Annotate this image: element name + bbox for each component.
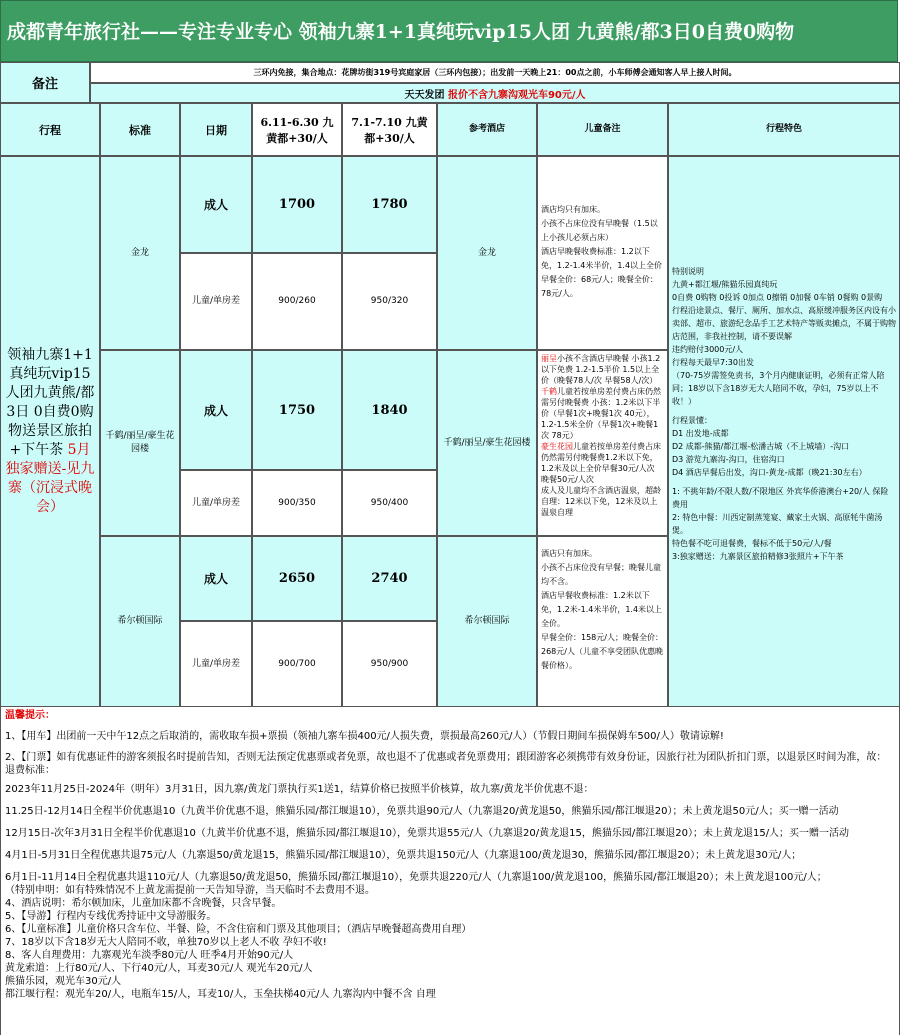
note-hotel-tag: 千鹤 — [541, 387, 557, 396]
tip-line: 7、18岁以下含18岁无大人陪同不收，单独70岁以上老人不收 孕妇不收! — [5, 937, 327, 948]
child-note-jinlong — [537, 156, 668, 350]
hotel-jinlong: 金龙 — [437, 156, 537, 350]
tip-line: （特别申明：如有特殊情况不上黄龙需提前一天告知导游，当天临时不去费用不退。 — [5, 885, 375, 896]
itinerary-name — [0, 156, 100, 707]
price-exclusion-note: 报价不含九寨沟观光车90元/人 — [447, 89, 586, 101]
remark-info: 三环内免接，集合地点：花牌坊街319号宾庭家居（三环内包接）；出发前一天晚上21：00点之前，小车师傅会通知客人早上接人时间。 — [90, 62, 900, 83]
tip-line: 熊猫乐园，观光车30元/人 — [5, 976, 122, 987]
tips-title: 温馨提示： — [5, 710, 55, 721]
remark-daily — [90, 83, 900, 103]
feature-line: 特色餐不吃可退餐费，餐标不低于50元/人/餐 — [672, 539, 832, 548]
hotel-qianhe: 千鹤/丽呈/豪生花园楼 — [437, 350, 537, 536]
child-price-p1: 900/260 — [252, 253, 342, 350]
feature-line: D2 成都-熊猫/都江堰-松潘古城（不上城墙）-沟口 — [672, 442, 850, 451]
child-price-p1: 900/700 — [252, 621, 342, 707]
itinerary-name-main: 领袖九寨1+1真纯玩vip15人团九黄熊/都3日 0自费0购物送景区旅拍+下午茶 — [5, 347, 95, 458]
child-label: 儿童/单房差 — [180, 470, 252, 536]
tip-line: 1、【用车】出团前一天中午12点之后取消的，需收取车损+票损（领袖九寨车损400元/人损失费，票损最高260元/人）（节假日期间车损保姆车500/人）敬请谅解! — [5, 731, 724, 742]
note-hotel-tag: 豪生花园 — [541, 442, 573, 451]
tip-line: 6月1日-11月14日全程优惠共退110元/人（九寨退50/黄龙退50，熊猫乐园/都江堰退10），免票共退220元/人（九寨退100/黄龙退100，熊猫乐园/都江堰退20）；未上黄龙退100元/人； — [5, 872, 827, 883]
tip-line: 2、【门票】如有优惠证件的游客须报名时提前告知，否则无法预定优惠票或者免票，故也退不了优惠或者免票费用；跟团游客必须携带有效身份证，因旅行社为团队折扣门票，以退景区时间为准，故： — [5, 752, 887, 763]
feature-line: 行程景懂： — [672, 416, 712, 425]
feature-line: 九黄+都江堰/熊猫乐园真纯玩 — [672, 280, 778, 289]
child-note-hilton — [537, 536, 668, 707]
note-line: 早餐全价：68元/人；晚餐全价：78元/人。 — [541, 275, 658, 298]
feature-line: 行程沿途景点、餐厅、厕所、加水点、高原缓冲服务区内设有小卖部、超市、旅游纪念品手工艺术特产等贩卖摊点，不属于购物店范围，非我社控制，请不要误解 — [672, 306, 896, 341]
tip-line: 8、客人自理费用：九寨观光车淡季80元/人 旺季4月开始90元/人 — [5, 950, 294, 961]
adult-label: 成人 — [180, 536, 252, 621]
note-line: 早餐全价：158元/人；晚餐全价：268元/人（儿童不享受团队优惠晚餐价格）。 — [541, 633, 663, 670]
feature-line: D4 酒店早餐后出发，沟口-黄龙-成都（晚21:30左右） — [672, 468, 867, 477]
feature-line: D3 游览九寨沟-沟口，住宿沟口 — [672, 455, 785, 464]
itinerary-bonus: 5月独家赠送-见九寨（沉浸式晚会） — [5, 442, 95, 515]
tips-section — [0, 707, 900, 1035]
hotel-hilton: 希尔顿国际 — [437, 536, 537, 707]
header-features: 行程特色 — [668, 103, 900, 156]
tip-line: 5、【导游】行程内专线优秀持证中文导游服务。 — [5, 911, 217, 922]
standard-hilton: 希尔顿国际 — [100, 536, 180, 707]
header-period-2: 7.1-7.10 九黄都+30/人 — [342, 103, 437, 156]
adult-price-p1: 1700 — [252, 156, 342, 253]
tip-line: 11.25日-12月14日全程半价优惠退10（九黄半价优惠不退，熊猫乐园/都江堰退10），免票共退90元/人（九寨退20/黄龙退50，熊猫乐园/都江堰退20）；未上黄龙退50元/人；买一赠一活动 — [5, 806, 839, 817]
child-price-p1: 900/350 — [252, 470, 342, 536]
daily-departure: 天天发团 — [404, 89, 445, 101]
adult-price-p2: 2740 — [342, 536, 437, 621]
header-hotel: 参考酒店 — [437, 103, 537, 156]
standard-qianhe: 千鹤/丽呈/豪生花园楼 — [100, 350, 180, 536]
header-child-note: 儿童备注 — [537, 103, 668, 156]
header-itinerary: 行程 — [0, 103, 100, 156]
adult-price-p2: 1780 — [342, 156, 437, 253]
feature-line: 3:独家赠送：九寨景区旅拍精修3张照片+下午茶 — [672, 552, 844, 561]
adult-price-p1: 2650 — [252, 536, 342, 621]
itinerary-features — [668, 156, 900, 707]
child-label: 儿童/单房差 — [180, 621, 252, 707]
header-date: 日期 — [180, 103, 252, 156]
standard-jinlong: 金龙 — [100, 156, 180, 350]
note-line: 酒店均只有加床。 — [541, 205, 605, 214]
tip-line: 4、酒店说明：希尔顿加床，儿童加床都不含晚餐，只含早餐。 — [5, 898, 282, 909]
feature-line: （70-75岁需签免责书，3个月内健康证明，必须有正常人陪同；18岁以下含18岁无大人陪同不收，孕妇，75岁以上不收！） — [672, 371, 885, 406]
note-line: 酒店只有加床。 — [541, 549, 597, 558]
tip-line: 都江堰行程：观光车20/人，电瓶车15/人，耳麦10/人，玉垒扶梯40元/人 九寨沟内中餐不含 自理 — [5, 989, 436, 1000]
note-line: 酒店早餐收费标准：1.2米以下免，1.2米-1.4米半价，1.4米以上全价。 — [541, 591, 663, 628]
tip-line: 黄龙索道：上行80元/人、下行40元/人，耳麦30元/人 观光车20元/人 — [5, 963, 313, 974]
price-table — [0, 62, 900, 707]
header-standard: 标准 — [100, 103, 180, 156]
child-note-qianhe — [537, 350, 668, 536]
adult-label: 成人 — [180, 156, 252, 253]
tip-line: 12月15日-次年3月31日全程半价优惠退10（九黄半价优惠不退，熊猫乐园/都江堰退10），免票共退55元/人（九寨退20/黄龙退15，熊猫乐园/都江堰退20）；未上黄龙退15/人；买一赠一活动 — [5, 828, 850, 839]
page-title: 成都青年旅行社——专注专业专心 领袖九寨1+1真纯玩vip15人团 九黄熊/都3日0自费0购物 — [0, 0, 898, 62]
note-line: 酒店早晚餐收费标准：1.2以下免，1.2-1.4米半价，1.4以上全价 — [541, 247, 663, 270]
feature-line: 违约赔付3000元/人 — [672, 345, 744, 354]
note-hotel-tag: 丽呈 — [541, 354, 557, 363]
child-price-p2: 950/400 — [342, 470, 437, 536]
tip-line: 4月1日-5月31日全程优惠共退75元/人（九寨退50/黄龙退15，熊猫乐园/都江堰退10），免票共退150元/人（九寨退100/黄龙退30，熊猫乐园/都江堰退20）；未上黄龙退30元/人； — [5, 850, 802, 861]
note-line: 小孩不含酒店早晚餐 小孩1.2以下免费 1.2-1.5半价 1.5以上全价（晚餐78人/次 早餐58人/次） — [541, 354, 661, 385]
adult-price-p1: 1750 — [252, 350, 342, 470]
header-period-1: 6.11-6.30 九黄都+30/人 — [252, 103, 342, 156]
note-line: 儿童若按单房差付费占床仍然需另付晚餐费 小孩：1.2米以下半价（早餐1次+晚餐1次 40元），1.2-1.5米全价（早餐1次+晚餐1次 78元） — [541, 387, 661, 440]
feature-line: 0自费 0购物 0投诉 0加点 0擦销 0加餐 0车销 0餐购 0景购 — [672, 293, 883, 302]
adult-label: 成人 — [180, 350, 252, 470]
note-line: 成人及儿童均不含酒店温泉，超龄自理：12米以下免，12米及以上温泉自理 — [541, 486, 661, 517]
feature-line: 1: 不挑年龄/不限人数/不限地区 外宾华侨港澳台+20/人 保险费用 — [672, 487, 889, 509]
feature-line: 2: 特色中餐：川西定制蒸笼宴、藏家土火锅、高原牦牛菌汤煲。 — [672, 513, 883, 535]
feature-line: 特别说明 — [672, 267, 704, 276]
child-label: 儿童/单房差 — [180, 253, 252, 350]
feature-line: 行程每天最早7:30出发 — [672, 358, 754, 367]
note-line: 儿童若按单房差付费占床仍然需另付晚餐费1.2米以下免，1.2米及以上全价早餐30元/人次 晚餐50元/人次 — [541, 442, 661, 484]
child-price-p2: 950/320 — [342, 253, 437, 350]
remark-label: 备注 — [0, 62, 90, 103]
adult-price-p2: 1840 — [342, 350, 437, 470]
note-line: 小孩不占床位没有早晚餐（1.5以上小孩儿必须占床） — [541, 219, 658, 242]
child-price-p2: 950/900 — [342, 621, 437, 707]
tip-line: 6、【儿童标准】儿童价格只含车位、半餐、险，不含住宿和门票及其他项目；（酒店早晚餐超高费用自理） — [5, 924, 472, 935]
feature-line: D1 出发地-成都 — [672, 429, 729, 438]
tip-line: 2023年11月25日-2024年（明年）3月31日，因九寨/黄龙门票执行买1送1，结算价格已按照半价核算，故九寨/黄龙半价优惠不退： — [5, 784, 594, 795]
note-line: 小孩不占床位没有早餐；晚餐儿童均不含。 — [541, 563, 661, 586]
tip-line: 退费标准： — [5, 765, 55, 776]
